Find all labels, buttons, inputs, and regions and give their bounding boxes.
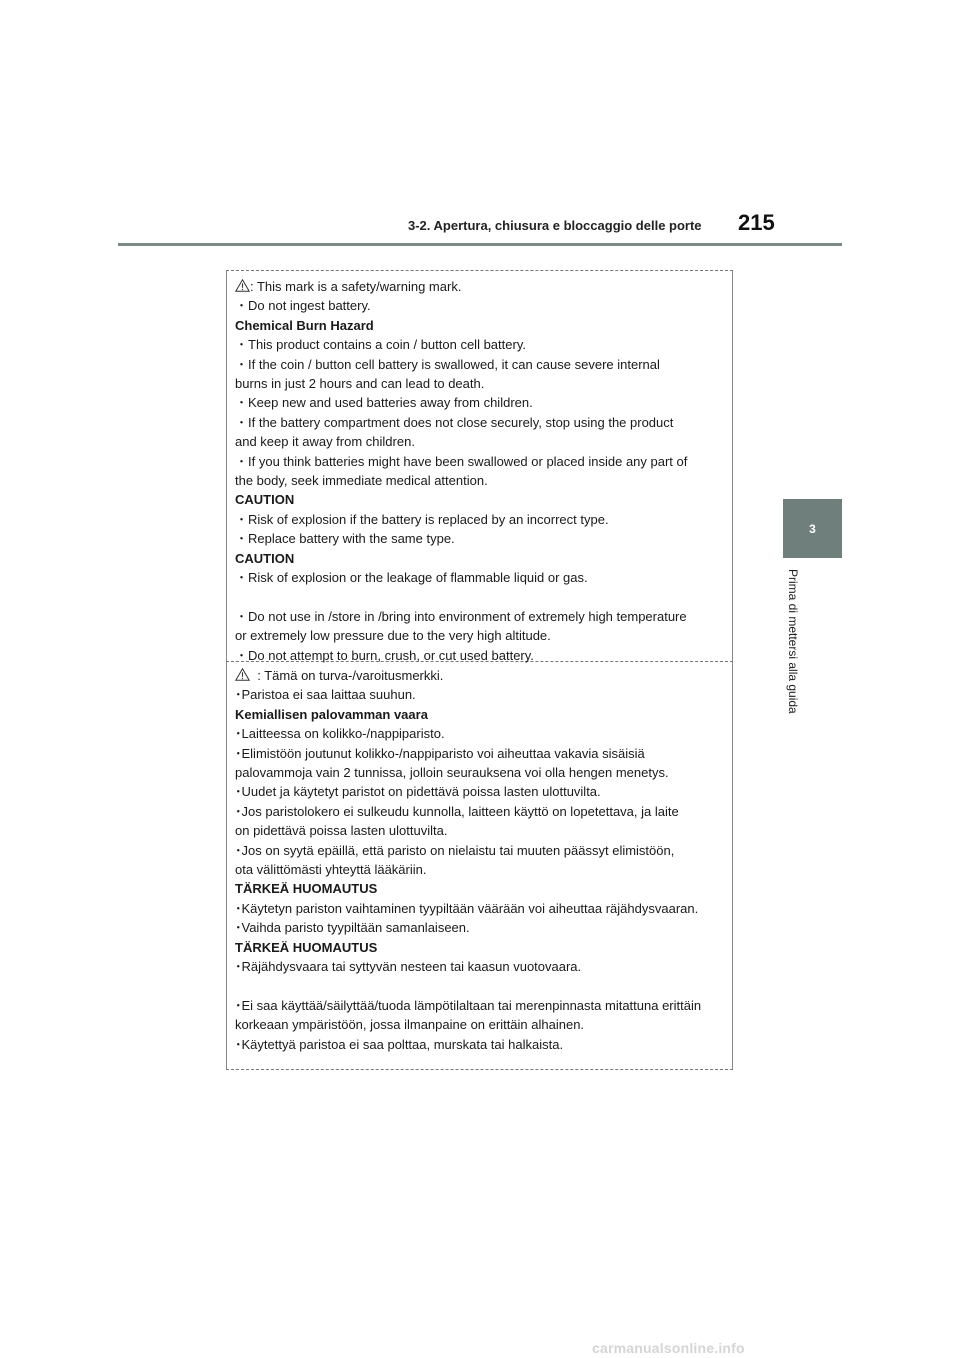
chapter-number: 3 — [809, 521, 816, 536]
text-line: the body, seek immediate medical attention. — [235, 473, 488, 489]
section-title: 3-2. Apertura, chiusura e bloccaggio delle porte — [408, 218, 702, 233]
warning-mark-line — [235, 666, 730, 685]
text-line: CAUTION — [235, 550, 295, 566]
header-rule — [118, 243, 842, 246]
text-line: ･Elimistöön joutunut kolikko-/nappiparisto voi aiheuttaa vakavia sisäisiä — [235, 745, 645, 761]
text-line: ･Paristoa ei saa laittaa suuhun. — [235, 687, 416, 703]
text-line: TÄRKEÄ HUOMAUTUS — [235, 881, 378, 897]
text-line: ･Käytettyä paristoa ei saa polttaa, murskata tai halkaista. — [235, 1036, 564, 1052]
text-line: ･Vaihda paristo tyypiltään samanlaiseen. — [235, 920, 470, 936]
text-line: ・This product contains a coin / button cell battery. — [235, 337, 526, 353]
text-line — [235, 588, 730, 607]
text-line: on pidettävä poissa lasten ulottuvilta. — [235, 823, 448, 839]
text-line: ・Replace battery with the same type. — [235, 531, 455, 547]
english-warning-block — [235, 277, 730, 665]
page-number: 215 — [738, 210, 775, 235]
text-line: ・Keep new and used batteries away from children. — [235, 395, 533, 411]
text-line: korkeaan ympäristöön, jossa ilmanpaine on erittäin alhainen. — [235, 1017, 585, 1033]
watermark: carmanualsonline.info — [592, 1340, 745, 1356]
text-line: TÄRKEÄ HUOMAUTUS — [235, 939, 378, 955]
text-line: ･Käytetyn pariston vaihtaminen tyypiltään väärään voi aiheuttaa räjähdysvaaran. — [235, 900, 699, 916]
warning-mark-line — [235, 277, 730, 296]
warning-mark-text: : Tämä on turva-/varoitusmerkki. — [257, 668, 444, 683]
text-line: ･Laitteessa on kolikko-/nappiparisto. — [235, 726, 445, 742]
finnish-warning-block — [235, 666, 730, 1054]
text-line: ･Ei saa käyttää/säilyttää/tuoda lämpötilaltaan tai merenpinnasta mitattuna erittäin — [235, 997, 702, 1013]
text-line: ・If the battery compartment does not close securely, stop using the product — [235, 414, 674, 430]
text-line: ・Risk of explosion or the leakage of flammable liquid or gas. — [235, 570, 588, 586]
text-line: burns in just 2 hours and can lead to death. — [235, 376, 485, 392]
warning-triangle-icon — [235, 279, 250, 292]
text-line: ota välittömästi yhteyttä lääkäriin. — [235, 862, 427, 878]
text-line: ・If you think batteries might have been swallowed or placed inside any part of — [235, 453, 688, 469]
text-line: ・Do not attempt to burn, crush, or cut used battery. — [235, 647, 534, 663]
text-line: ･Uudet ja käytetyt paristot on pidettävä poissa lasten ulottuvilta. — [235, 784, 601, 800]
text-line: palovammoja vain 2 tunnissa, jolloin seurauksena voi olla hengen menetys. — [235, 765, 669, 781]
chapter-title: Prima di mettersi alla guida — [786, 569, 800, 714]
text-line: ･Jos paristolokero ei sulkeudu kunnolla, laitteen käyttö on lopetettava, ja laite — [235, 803, 679, 819]
text-line: ･Jos on syytä epäillä, että paristo on nielaistu tai muuten päässyt elimistöön, — [235, 842, 675, 858]
warning-triangle-icon — [235, 668, 250, 681]
text-line: Chemical Burn Hazard — [235, 317, 374, 333]
text-line: ・Risk of explosion if the battery is replaced by an incorrect type. — [235, 511, 609, 527]
text-line: or extremely low pressure due to the very high altitude. — [235, 628, 551, 644]
text-line: ･Räjähdysvaara tai syttyvän nesteen tai kaasun vuotovaara. — [235, 959, 582, 975]
warning-mark-text: : This mark is a safety/warning mark. — [250, 279, 462, 294]
text-line: Kemiallisen palovamman vaara — [235, 706, 428, 722]
chapter-tab — [783, 499, 842, 558]
text-line: ・Do not ingest battery. — [235, 298, 371, 314]
text-line: and keep it away from children. — [235, 434, 415, 450]
text-line: ・Do not use in /store in /bring into environment of extremely high temperature — [235, 608, 687, 624]
text-line — [235, 977, 730, 996]
text-line: CAUTION — [235, 492, 295, 508]
text-line: ・If the coin / button cell battery is swallowed, it can cause severe internal — [235, 356, 660, 372]
